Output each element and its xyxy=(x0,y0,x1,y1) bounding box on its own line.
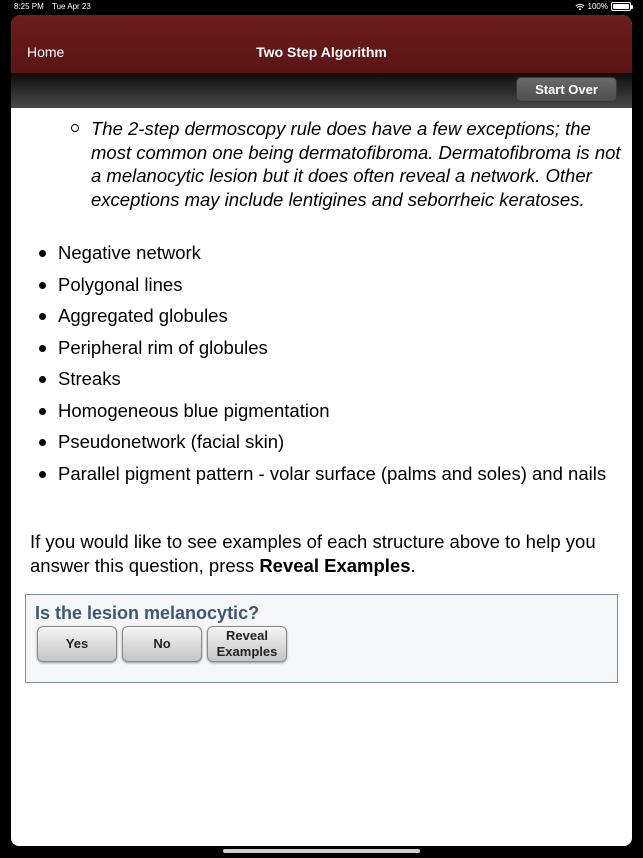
bullet-icon xyxy=(39,345,46,352)
list-item-text: Polygonal lines xyxy=(58,273,183,295)
bullet-icon xyxy=(39,408,46,415)
battery-percent: 100% xyxy=(587,2,608,11)
bullet-icon xyxy=(39,282,46,289)
bullet-icon xyxy=(39,439,46,446)
reveal-label-line2: Examples xyxy=(216,644,278,659)
instruction-suffix: . xyxy=(410,554,416,576)
status-date: Tue Apr 23 xyxy=(52,2,91,11)
question-title: Is the lesion melanocytic? xyxy=(35,603,260,623)
wifi-icon xyxy=(575,3,585,11)
list-item xyxy=(39,462,609,486)
list-item xyxy=(39,273,609,297)
reveal-examples-button[interactable] xyxy=(207,626,287,662)
navigation-bar xyxy=(11,15,632,73)
instruction-text xyxy=(30,530,620,577)
list-item-text: Pseudonetwork (facial skin) xyxy=(58,431,285,452)
question-panel xyxy=(25,594,618,683)
status-indicators xyxy=(575,2,631,11)
list-item-text: Homogeneous blue pigmentation xyxy=(58,399,330,421)
home-button[interactable]: Home xyxy=(27,44,65,60)
list-item-text: Aggregated globules xyxy=(58,305,228,326)
list-item xyxy=(39,430,609,454)
list-item-text: Parallel pigment pattern - volar surface (palms and soles) and nails xyxy=(58,462,607,484)
page-title: Two Step Algorithm xyxy=(256,44,387,60)
list-item xyxy=(39,304,609,328)
list-item-text: Negative network xyxy=(58,242,201,263)
reveal-label xyxy=(217,628,278,660)
feature-list xyxy=(39,241,609,493)
battery-icon xyxy=(611,2,631,11)
status-time: 8:25 PM xyxy=(14,2,44,11)
bullet-icon xyxy=(39,313,46,320)
list-item xyxy=(39,336,609,360)
reveal-label-line1: Reveal xyxy=(226,628,268,643)
bullet-icon xyxy=(39,471,46,478)
exception-note: The 2-step dermoscopy rule does have a few exceptions; the most common one being dermatofibroma. Dermatofibroma is not a melanocytic lesion but it does often reveal a network. Other exceptions may include lentigines and seborrheic keratoses. xyxy=(91,118,621,210)
content-area xyxy=(11,108,632,846)
no-button[interactable]: No xyxy=(122,626,202,662)
circle-bullet-icon xyxy=(71,124,79,132)
bullet-icon xyxy=(39,376,46,383)
toolbar xyxy=(11,73,632,108)
app-window xyxy=(11,15,632,846)
instruction-prefix: If you would like to see examples of each structure above to help you answer this question, press xyxy=(30,531,596,576)
status-bar xyxy=(0,0,643,14)
start-over-button[interactable]: Start Over xyxy=(516,77,617,102)
list-item-text: Peripheral rim of globules xyxy=(58,336,268,358)
list-item-text: Streaks xyxy=(58,368,121,389)
bullet-icon xyxy=(39,250,46,257)
home-indicator[interactable] xyxy=(223,849,420,853)
list-item xyxy=(39,241,609,265)
list-item xyxy=(39,399,609,423)
list-item xyxy=(39,367,609,391)
yes-button[interactable]: Yes xyxy=(37,626,117,662)
instruction-emphasis: Reveal Examples xyxy=(259,554,411,576)
